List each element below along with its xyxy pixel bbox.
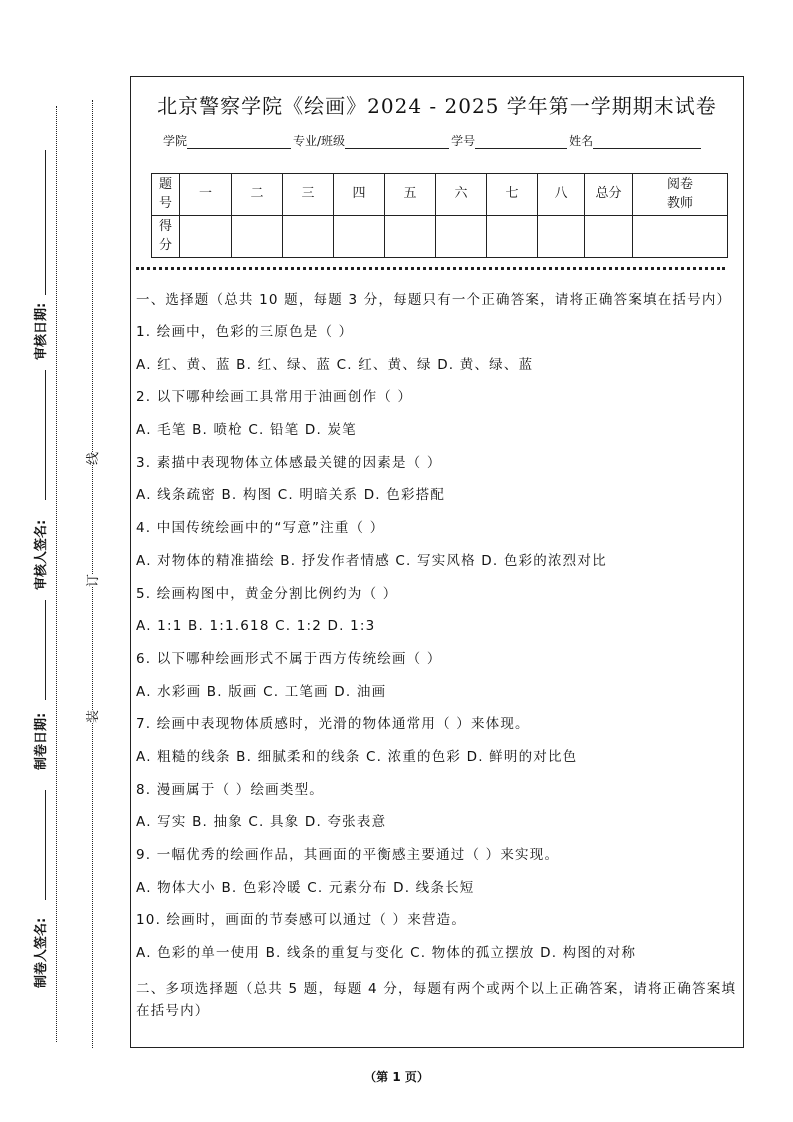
question-line: 6. 以下哪种绘画形式不属于西方传统绘画（ ） [136, 650, 442, 667]
option-line: A. 水彩画 B. 版画 C. 工笔画 D. 油画 [136, 683, 387, 700]
col-2: 二 [232, 174, 283, 216]
student-info-row [163, 132, 703, 149]
option-line: A. 毛笔 B. 喷枪 C. 铅笔 D. 炭笔 [136, 422, 357, 439]
score-cell-1[interactable] [180, 216, 232, 258]
cut-mark-bind: 订 [80, 574, 103, 587]
option-line: A. 红、黄、蓝 B. 红、绿、蓝 C. 红、黄、绿 D. 黄、绿、蓝 [136, 356, 534, 373]
option-line: A. 对物体的精准描绘 B. 抒发作者情感 C. 写实风格 D. 色彩的浓烈对比 [136, 552, 607, 569]
review-date-label: 审核日期: [34, 302, 49, 360]
question-line: 9. 一幅优秀的绘画作品，其画面的平衡感主要通过（ ）来实现。 [136, 847, 560, 863]
grader-cell[interactable] [633, 216, 728, 258]
question-line: 4. 中国传统绘画中的“写意”注重（ ） [136, 520, 385, 537]
col-4: 四 [334, 174, 385, 216]
binding-dotted-line-outer [56, 106, 57, 1042]
reviewer-sign-label: 审核人签名: [34, 519, 49, 590]
question-line: 7. 绘画中表现物体质感时，光滑的物体通常用（ ）来体现。 [136, 716, 530, 733]
score-cell-8[interactable] [538, 216, 585, 258]
option-line: A. 线条疏密 B. 构图 C. 明暗关系 D. 色彩搭配 [136, 487, 446, 504]
col-total: 总分 [585, 174, 633, 216]
page-number: （第 1 页） [364, 1070, 429, 1084]
score-cell-5[interactable] [385, 216, 436, 258]
option-line: A. 色彩的单一使用 B. 线条的重复与变化 C. 物体的孤立摆放 D. 构图的对称 [136, 945, 637, 962]
cut-mark-line: 线 [80, 452, 103, 465]
col-3: 三 [283, 174, 334, 216]
paper-date-line [45, 600, 46, 700]
option-line: A. 粗糙的线条 B. 细腻柔和的线条 C. 浓重的色彩 D. 鲜明的对比色 [136, 748, 578, 765]
major-class-label: 专业/班级 [293, 134, 346, 148]
score-cell-2[interactable] [232, 216, 283, 258]
col-1: 一 [180, 174, 232, 216]
major-class-field[interactable] [345, 135, 449, 149]
score-table [151, 173, 728, 258]
college-field[interactable] [187, 135, 291, 149]
question-line: 10. 绘画时，画面的节奏感可以通过（ ）来营造。 [136, 912, 467, 929]
score-cell-4[interactable] [334, 216, 385, 258]
section-2-heading: 二、多项选择题（总共 5 题，每题 4 分，每题有两个或两个以上正确答案，请将正确答案填在括号内） [136, 980, 737, 1019]
review-date-line [45, 150, 46, 295]
question-line: 3. 素描中表现物体立体感最关键的因素是（ ） [136, 454, 442, 471]
col-7: 七 [487, 174, 538, 216]
student-id-label: 学号 [451, 134, 476, 148]
section-1-heading: 一、选择题（总共 10 题，每题 3 分，每题只有一个正确答案，请将正确答案填在括号内） [136, 292, 732, 308]
paper-maker-sign-label: 制卷人签名: [34, 917, 49, 988]
exam-title: 北京警察学院《绘画》2024 - 2025 学年第一学期期末试卷 [157, 94, 717, 118]
student-id-field[interactable] [475, 135, 567, 149]
paper-date-label: 制卷日期: [34, 712, 49, 770]
score-table-header-row [152, 174, 728, 216]
score-cell-3[interactable] [283, 216, 334, 258]
question-number-label: 题 号 [152, 174, 180, 216]
score-table-score-row [152, 216, 728, 258]
name-label: 姓名 [569, 134, 594, 148]
question-line: 5. 绘画构图中，黄金分割比例约为（ ） [136, 585, 398, 602]
paper-maker-sign-line [45, 790, 46, 900]
dotted-separator [136, 267, 725, 270]
question-line: 2. 以下哪种绘画工具常用于油画创作（ ） [136, 389, 413, 406]
option-line: A. 1:1 B. 1:1.618 C. 1:2 D. 1:3 [136, 618, 376, 635]
question-line: 8. 漫画属于（ ）绘画类型。 [136, 781, 324, 798]
col-8: 八 [538, 174, 585, 216]
question-line: 1. 绘画中，色彩的三原色是（ ） [136, 324, 354, 340]
exam-content [136, 289, 740, 1022]
grader-label: 阅卷 教师 [633, 174, 728, 216]
option-line: A. 物体大小 B. 色彩冷暖 C. 元素分布 D. 线条长短 [136, 879, 475, 896]
name-field[interactable] [593, 135, 701, 149]
exam-frame [130, 76, 744, 1048]
col-5: 五 [385, 174, 436, 216]
score-cell-6[interactable] [436, 216, 487, 258]
score-label: 得 分 [152, 216, 180, 258]
score-cell-7[interactable] [487, 216, 538, 258]
score-cell-total[interactable] [585, 216, 633, 258]
reviewer-sign-line [45, 370, 46, 500]
col-6: 六 [436, 174, 487, 216]
option-line: A. 写实 B. 抽象 C. 具象 D. 夸张表意 [136, 814, 387, 831]
college-label: 学院 [163, 134, 188, 148]
cut-mark-pack: 装 [80, 710, 103, 723]
